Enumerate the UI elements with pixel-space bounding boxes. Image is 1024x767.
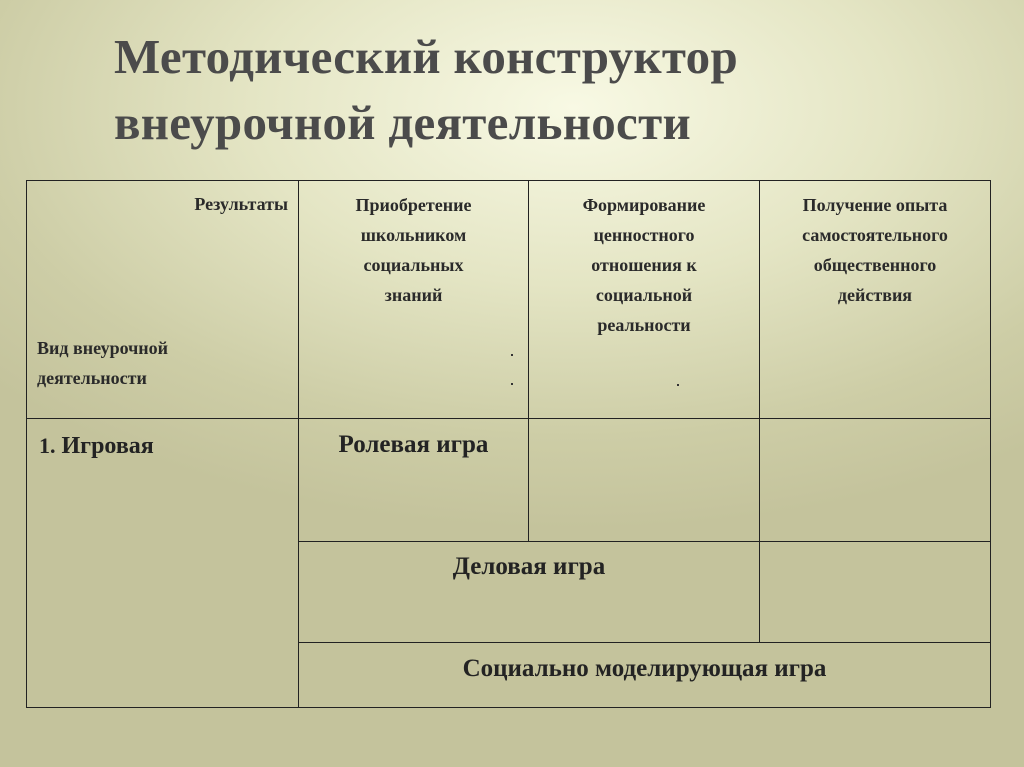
dot-mark bbox=[511, 354, 513, 356]
row-title: Игровая bbox=[61, 433, 154, 459]
social-modeling-game-cell bbox=[298, 642, 991, 708]
row-number: 1. bbox=[39, 433, 56, 458]
header-experience-text: Получение опыта самостоятельного общественного действия bbox=[802, 195, 948, 305]
title-line-2: внеурочной деятельности bbox=[114, 95, 692, 150]
business-game-text: Деловая игра bbox=[452, 553, 606, 580]
header-values-text: Формирование ценностного отношения к социальной реальности bbox=[582, 195, 706, 335]
row-label-game bbox=[39, 429, 154, 463]
row-label-cell bbox=[26, 418, 299, 708]
header-corner-cell bbox=[26, 180, 299, 419]
social-modeling-game-text: Социально моделирующая игра bbox=[462, 655, 827, 682]
title-line-1: Методический конструктор bbox=[114, 29, 739, 84]
business-game-experience-cell bbox=[759, 541, 991, 643]
business-game-cell bbox=[298, 541, 760, 643]
results-label: Результаты bbox=[194, 194, 288, 214]
activity-kind-label: Вид внеурочной деятельности bbox=[37, 338, 169, 388]
header-knowledge-cell bbox=[298, 180, 529, 419]
dot-mark bbox=[511, 383, 513, 385]
header-knowledge-text: Приобретение школьником социальных знаний bbox=[355, 195, 472, 305]
header-experience-cell bbox=[759, 180, 991, 419]
role-game-cell bbox=[298, 418, 529, 542]
role-game-text: Ролевая игра bbox=[338, 431, 489, 458]
dot-mark bbox=[677, 384, 679, 386]
role-game-experience-cell bbox=[759, 418, 991, 542]
role-game-values-cell bbox=[528, 418, 760, 542]
header-values-cell bbox=[528, 180, 760, 419]
